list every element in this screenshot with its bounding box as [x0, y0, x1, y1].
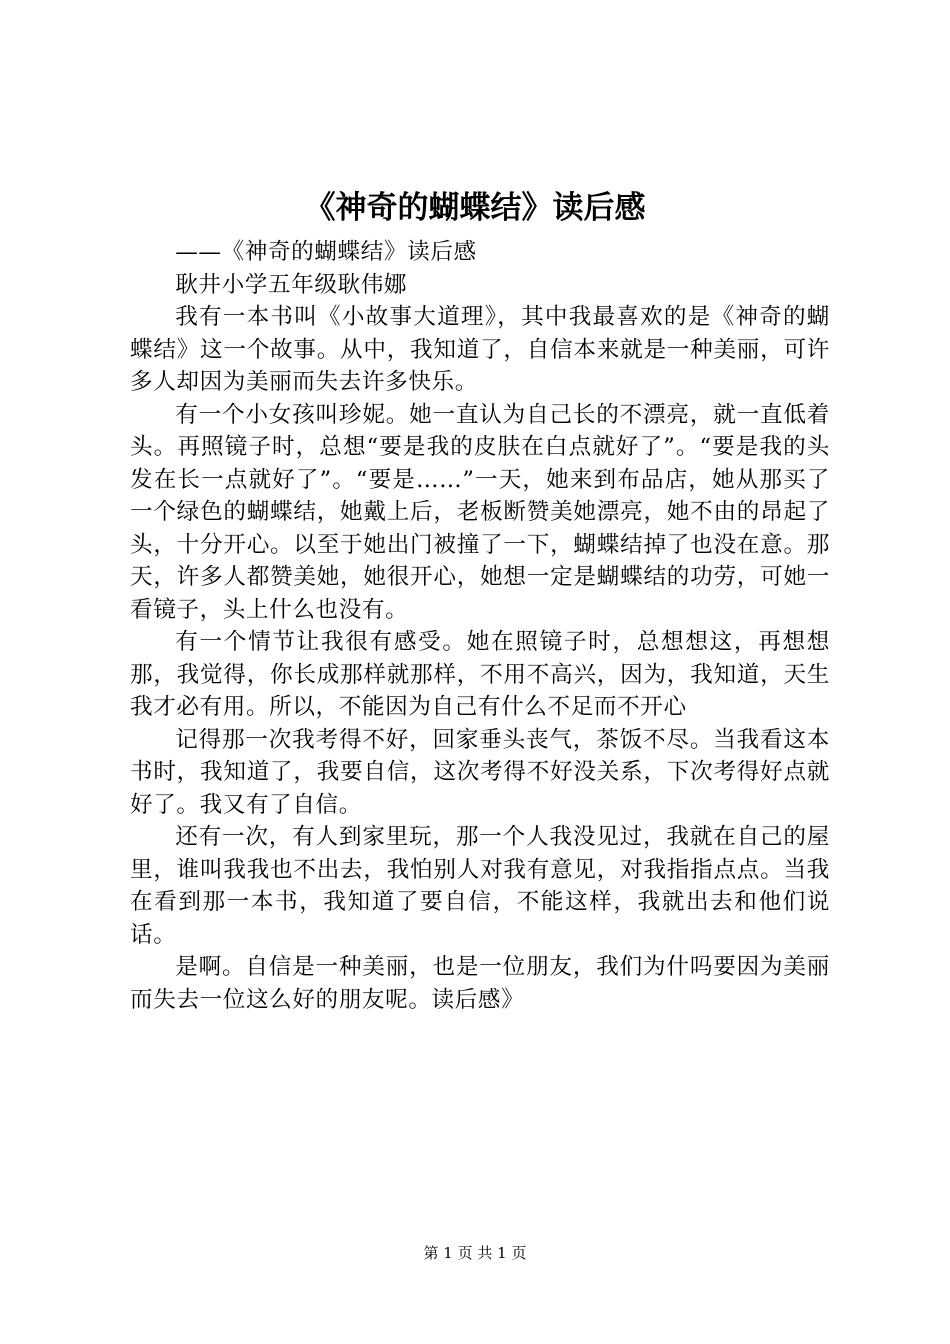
author-line: 耿井小学五年级耿伟娜 [175, 271, 408, 298]
paragraph: 还有一次，有人到家里玩，那一个人我没见过，我就在自己的屋里，谁叫我我也不出去，我怕别人对我有意见，对我指指点点。当我在看到那一本书，我知道了要自信，不能这样，我就出去和他们说话。 [130, 824, 830, 948]
subtitle-line: ——《神奇的蝴蝶结》读后感 [175, 239, 477, 265]
paragraph: 有一个情节让我很有感受。她在照镜子时，总想想这，再想想那，我觉得，你长成那样就那样，不用不高兴，因为，我知道，天生我才必有用。所以，不能因为自己有什么不足而不开心 [130, 629, 830, 720]
document-title: 《神奇的蝴蝶结》读后感 [304, 190, 646, 226]
page-footer: 第 1 页 共 1 页 [423, 1244, 527, 1262]
document-body [130, 236, 830, 1016]
paragraph: 记得那一次我考得不好，回家垂头丧气，茶饭不尽。当我看这本书时，我知道了，我要自信，这次考得不好没关系，下次考得好点就好了。我又有了自信。 [130, 726, 830, 818]
paragraph: 我有一本书叫《小故事大道理》，其中我最喜欢的是《神奇的蝴蝶结》这一个故事。从中，我知道了，自信本来就是一种美丽，可许多人却因为美丽而失去许多快乐。 [130, 304, 830, 395]
paragraph: 是啊。自信是一种美丽，也是一位朋友，我们为什吗要因为美丽而失去一位这么好的朋友呢。读后感》 [130, 954, 830, 1013]
paragraph: 有一个小女孩叫珍妮。她一直认为自己长的不漂亮，就一直低着头。再照镜子时，总想“要是我的皮肤在白点就好了”。“要是我的头发在长一点就好了”。“要是……”一天，她来到布品店，她从那买了一个绿色的蝴蝶结，她戴上后，老板断赞美她漂亮，她不由的昂起了头，十分开心。以至于她出门被撞了一下，蝴蝶结掉了也没在意。那天，许多人都赞美她，她很开心，她想一定是蝴蝶结的功劳，可她一看镜子，头上什么也没有。 [130, 401, 830, 623]
